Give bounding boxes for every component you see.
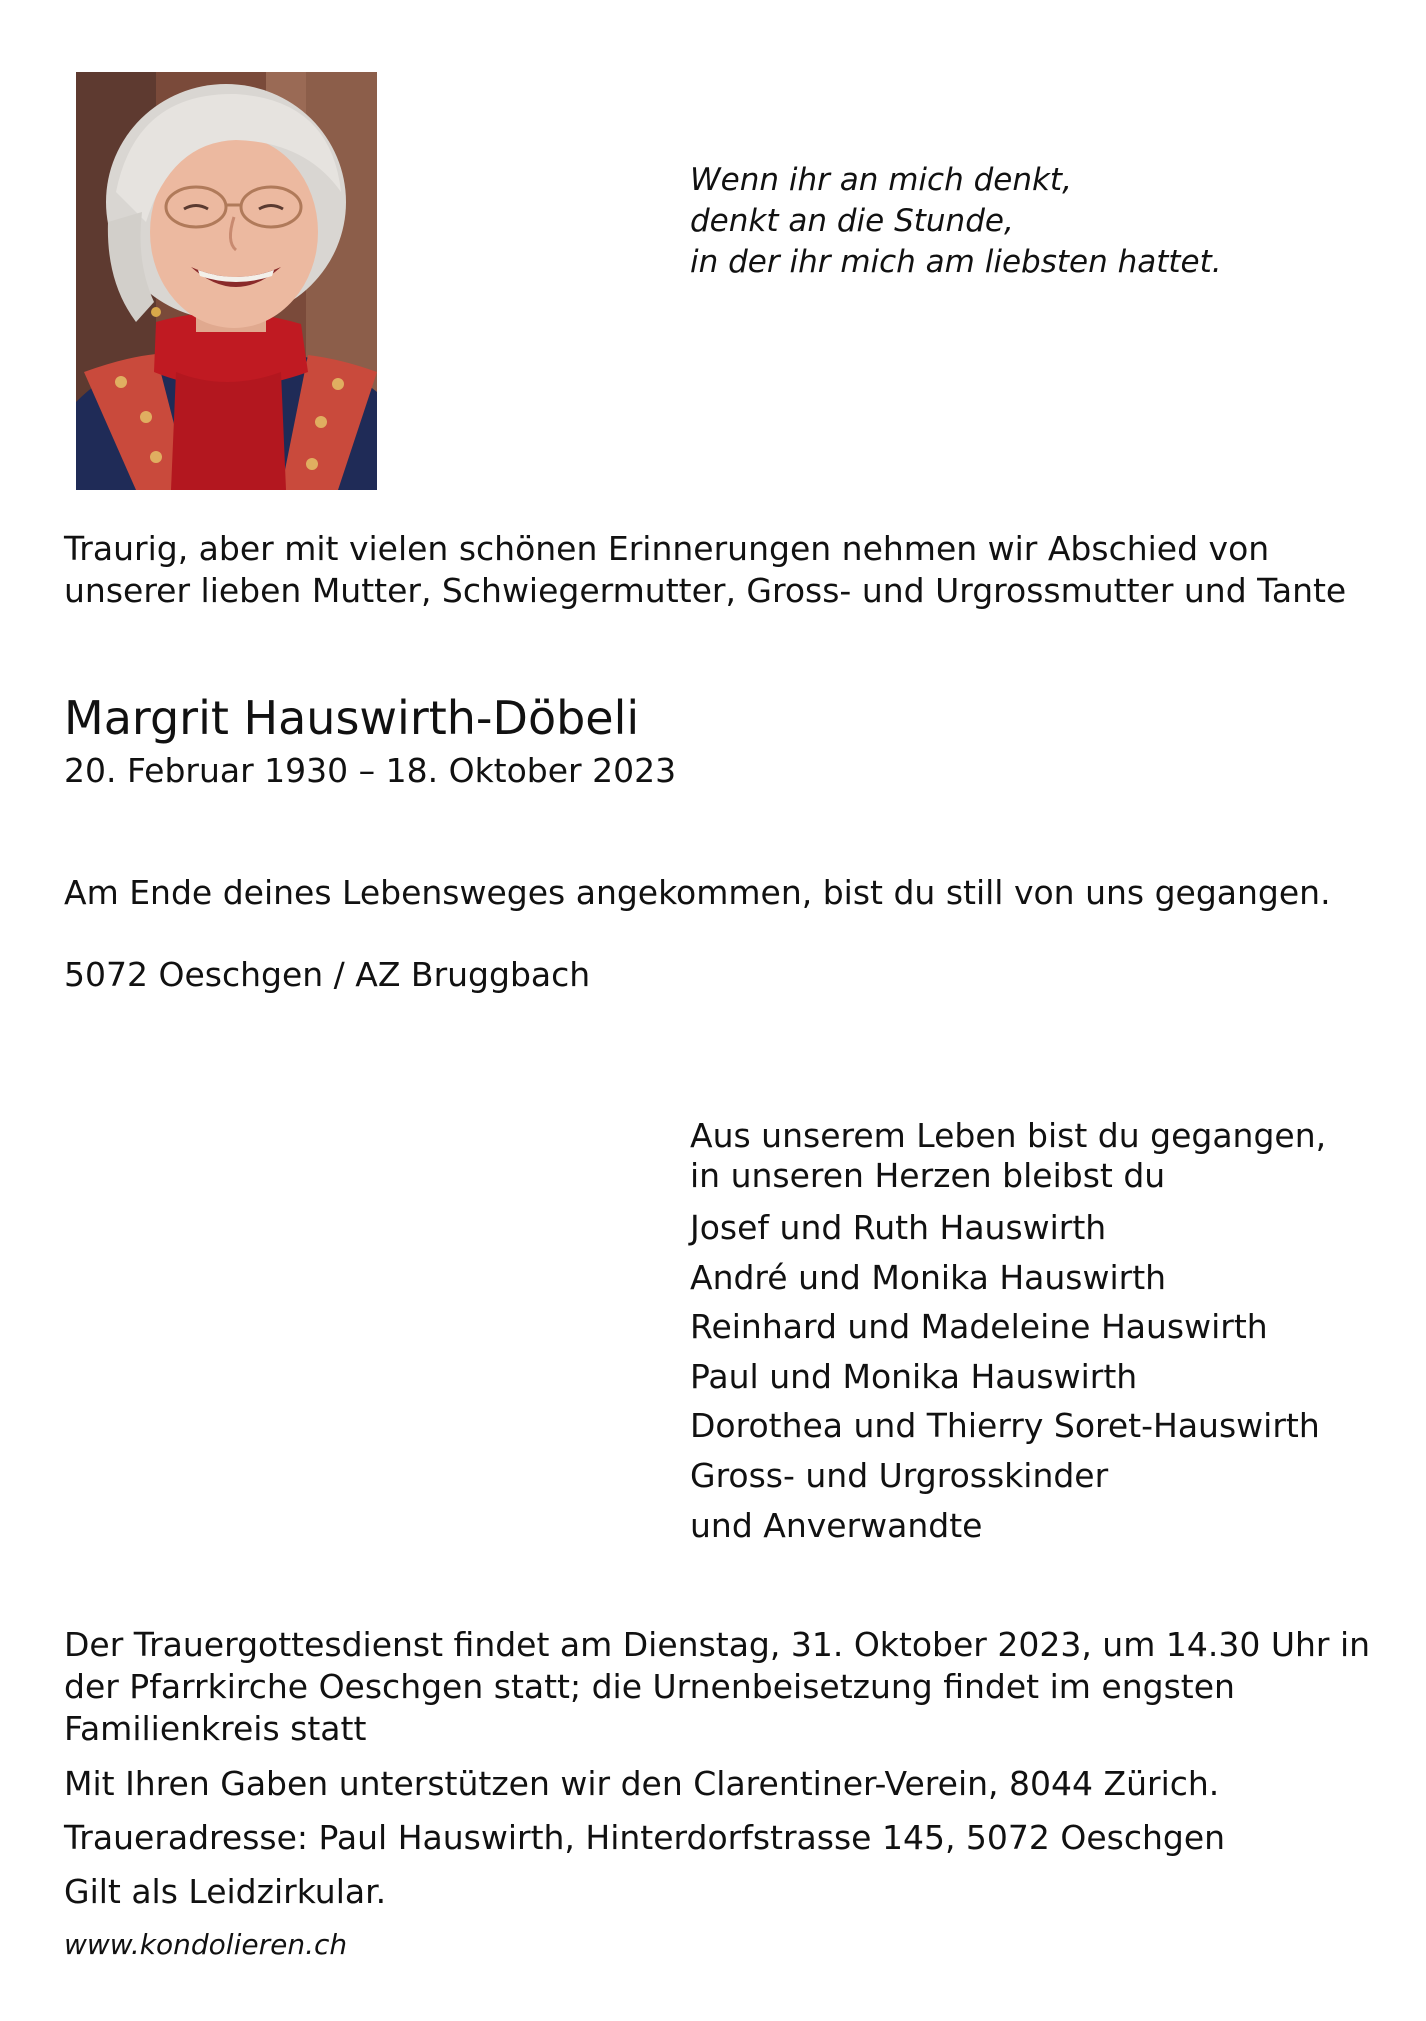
donation-note: Mit Ihren Gaben unterstützen wir den Clarentiner-Verein, 8044 Zürich. <box>64 1764 1220 1803</box>
portrait-photo <box>76 72 377 490</box>
poem-line: in der ihr mich am liebsten hattet. <box>690 244 1222 280</box>
mourner-entry: Paul und Monika Hauswirth <box>690 1356 1138 1396</box>
intro-line: Traurig, aber mit vielen schönen Erinnerungen nehmen wir Abschied von <box>64 529 1270 568</box>
memorial-poem <box>690 160 1222 283</box>
circular-note: Gilt als Leidzirkular. <box>64 1872 387 1911</box>
service-line: der Pfarrkirche Oeschgen statt; die Urnenbeisetzung findet im engsten <box>64 1667 1235 1706</box>
mourner-entry: Gross- und Urgrosskinder <box>690 1455 1109 1495</box>
verse-line: in unseren Herzen bleibst du <box>690 1156 1166 1195</box>
mourner-entry: Dorothea und Thierry Soret-Hauswirth <box>690 1406 1320 1446</box>
poem-line: denkt an die Stunde, <box>690 203 1014 239</box>
closing-line: Am Ende deines Lebensweges angekommen, bist du still von uns gegangen. <box>64 873 1331 912</box>
family-verse <box>690 1116 1326 1196</box>
poem-line: Wenn ihr an mich denkt, <box>690 162 1072 198</box>
mourners-list <box>690 1207 1320 1554</box>
service-line: Familienkreis statt <box>64 1709 367 1748</box>
mourner-entry: Reinhard und Madeleine Hauswirth <box>690 1307 1268 1347</box>
intro-line: unserer lieben Mutter, Schwiegermutter, Gross- und Urgrossmutter und Tante <box>64 571 1347 610</box>
mourner-entry: André und Monika Hauswirth <box>690 1257 1167 1297</box>
website-link[interactable]: www.kondolieren.ch <box>64 1928 348 1961</box>
funeral-service-info <box>64 1624 1370 1750</box>
mourner-entry: Josef und Ruth Hauswirth <box>690 1208 1107 1247</box>
mourning-address: Traueradresse: Paul Hauswirth, Hinterdorfstrasse 145, 5072 Oeschgen <box>64 1818 1226 1857</box>
mourner-entry: und Anverwandte <box>690 1505 983 1545</box>
life-dates: 20. Februar 1930 – 18. Oktober 2023 <box>64 751 677 790</box>
deceased-name: Margrit Hauswirth-Döbeli <box>64 691 640 745</box>
farewell-intro <box>64 528 1346 612</box>
verse-line: Aus unserem Leben bist du gegangen, <box>690 1116 1327 1155</box>
service-line: Der Trauergottesdienst findet am Dienstag, 31. Oktober 2023, um 14.30 Uhr in <box>64 1625 1371 1664</box>
place-line: 5072 Oeschgen / AZ Bruggbach <box>64 955 591 994</box>
